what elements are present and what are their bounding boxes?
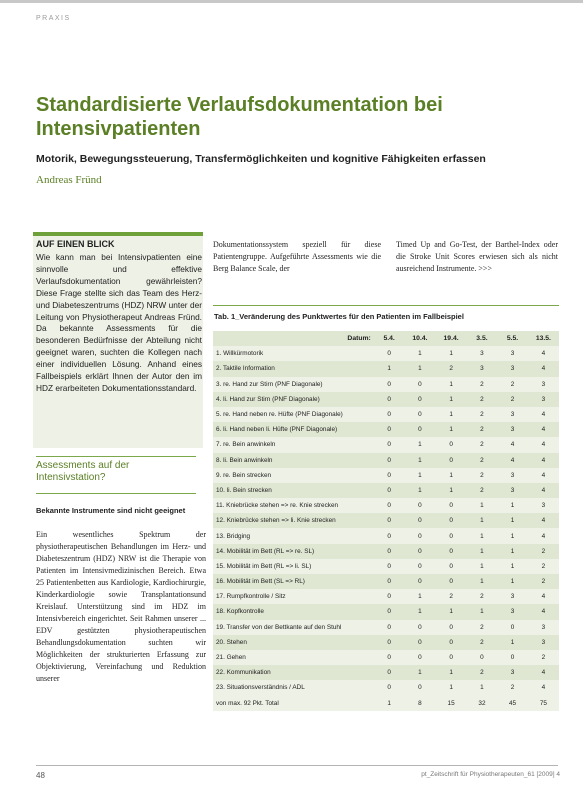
score-cell: 1 (436, 407, 467, 422)
row-label: 3. re. Hand zur Stirn (PNF Diagonale) (213, 377, 374, 392)
score-cell: 2 (528, 544, 559, 559)
score-cell: 2 (497, 392, 528, 407)
table-row (213, 468, 559, 483)
score-cell: 1 (436, 377, 467, 392)
score-cell: 4 (528, 680, 559, 695)
date-cell: 5.5. (497, 331, 528, 346)
score-cell: 2 (467, 665, 498, 680)
score-cell: 2 (467, 407, 498, 422)
score-cell: 1 (497, 635, 528, 650)
score-cell: 1 (436, 346, 467, 361)
score-cell: 0 (436, 528, 467, 543)
date-cell: 13.5. (528, 331, 559, 346)
table-row (213, 544, 559, 559)
score-cell: 0 (404, 498, 435, 513)
score-cell: 0 (404, 528, 435, 543)
score-cell: 0 (404, 377, 435, 392)
table-row (213, 377, 559, 392)
table-row (213, 665, 559, 680)
table-row (213, 483, 559, 498)
score-cell: 3 (497, 361, 528, 376)
body-text-left: Ein wesentliches Spektrum der physiotherapeutischen Behandlungen im Herz- und Diabeteszentrum (HDZ) NRW ist die Therapie von Patienten im Intensivmedizinischen Bereich. Etwa 25 Patientenbetten aus Kardiologie, Kardiochirurgie, Kinderkardiologie sowie Transplantationsund Kreislauf. Unterstützung sind im HDZ im Intensivbereich eingerichtet. Seit Rahmen unserer ... EDV gestützten physiotherapeutischen Behandlungsdokumentation suchten wir Möglichkeiten der strukturierten Erfassung zur Objektivierung, Vereinfachung und Reduktion unserer (36, 530, 206, 683)
score-cell: 2 (528, 574, 559, 589)
score-cell: 3 (528, 377, 559, 392)
table-row (213, 392, 559, 407)
score-cell: 0 (404, 559, 435, 574)
table-row (213, 620, 559, 635)
table-row (213, 437, 559, 452)
total-label: von max. 92 Pkt. Total (213, 696, 374, 711)
score-cell: 0 (404, 574, 435, 589)
table-row (213, 453, 559, 468)
score-cell: 0 (374, 680, 405, 695)
score-cell: 1 (497, 574, 528, 589)
score-cell: 1 (467, 498, 498, 513)
score-cell: 1 (467, 574, 498, 589)
table-top-rule (213, 305, 559, 306)
score-cell: 4 (528, 604, 559, 619)
table-row (213, 361, 559, 376)
score-cell: 1 (404, 346, 435, 361)
row-label: 10. li. Bein strecken (213, 483, 374, 498)
subheading: Bekannte Instrumente sind nicht geeignet (36, 506, 186, 515)
score-cell: 3 (497, 422, 528, 437)
score-cell: 0 (404, 392, 435, 407)
score-cell: 1 (497, 498, 528, 513)
score-cell: 0 (374, 346, 405, 361)
row-label: 13. Bridging (213, 528, 374, 543)
score-cell: 3 (497, 589, 528, 604)
score-cell: 2 (436, 589, 467, 604)
row-label: 20. Stehen (213, 635, 374, 650)
score-cell: 4 (497, 453, 528, 468)
body-text-right: Timed Up and Go-Test, der Barthel-Index oder die Stroke Unit Scores erwiesen sich als nicht ausreichend Instrumente. >>> (396, 240, 558, 273)
score-cell: 0 (374, 665, 405, 680)
score-cell: 1 (467, 559, 498, 574)
score-cell: 0 (436, 635, 467, 650)
score-cell: 0 (374, 559, 405, 574)
score-cell: 1 (436, 483, 467, 498)
total-cell: 32 (467, 696, 498, 711)
score-cell: 0 (436, 513, 467, 528)
score-table (213, 331, 559, 711)
row-label: 11. Kniebrücke stehen => re. Knie strecken (213, 498, 374, 513)
score-cell: 1 (497, 559, 528, 574)
score-cell: 4 (528, 437, 559, 452)
score-cell: 4 (497, 437, 528, 452)
score-cell: 1 (404, 483, 435, 498)
row-label: 9. re. Bein strecken (213, 468, 374, 483)
row-label: 6. li. Hand neben li. Hüfte (PNF Diagonale) (213, 422, 374, 437)
score-cell: 0 (404, 680, 435, 695)
row-label: 5. re. Hand neben re. Hüfte (PNF Diagonale) (213, 407, 374, 422)
table-row (213, 422, 559, 437)
score-cell: 0 (404, 620, 435, 635)
score-cell: 0 (374, 604, 405, 619)
score-cell: 0 (436, 498, 467, 513)
score-cell: 0 (436, 620, 467, 635)
section-rule-bottom (36, 493, 196, 494)
score-cell: 1 (436, 604, 467, 619)
row-label: 19. Transfer von der Bettkante auf den Stuhl (213, 620, 374, 635)
score-cell: 2 (528, 650, 559, 665)
score-cell: 1 (404, 361, 435, 376)
score-cell: 1 (436, 680, 467, 695)
row-label: 16. Mobilität im Bett (SL => RL) (213, 574, 374, 589)
row-label: 14. Mobilität im Bett (RL => re. SL) (213, 544, 374, 559)
score-cell: 0 (374, 498, 405, 513)
score-cell: 0 (404, 544, 435, 559)
score-cell: 2 (436, 361, 467, 376)
score-cell: 0 (374, 483, 405, 498)
score-cell: 2 (467, 635, 498, 650)
score-cell: 0 (404, 422, 435, 437)
score-cell: 1 (404, 589, 435, 604)
score-cell: 0 (374, 513, 405, 528)
score-cell: 0 (436, 453, 467, 468)
score-cell: 4 (528, 483, 559, 498)
score-cell: 1 (467, 680, 498, 695)
total-row (213, 696, 559, 711)
score-cell: 2 (467, 392, 498, 407)
score-cell: 4 (528, 528, 559, 543)
score-cell: 0 (374, 589, 405, 604)
score-cell: 1 (404, 468, 435, 483)
total-cell: 1 (374, 696, 405, 711)
score-cell: 1 (497, 528, 528, 543)
table-row (213, 635, 559, 650)
total-cell: 15 (436, 696, 467, 711)
score-cell: 3 (497, 468, 528, 483)
score-cell: 0 (374, 407, 405, 422)
top-bar (0, 0, 583, 3)
row-label: 8. li. Bein anwinkeln (213, 453, 374, 468)
body-text-middle: Dokumentationssystem speziell für diese Patientengruppe. Aufgeführte Assessments wie die Berg Balance Scale, der (213, 240, 381, 273)
score-cell: 3 (497, 483, 528, 498)
score-cell: 0 (467, 650, 498, 665)
section-heading: Assessments auf der Intensivstation? (36, 460, 130, 483)
score-cell: 2 (467, 422, 498, 437)
table-row (213, 604, 559, 619)
date-cell: 5.4. (374, 331, 405, 346)
score-cell: 4 (528, 665, 559, 680)
score-cell: 2 (467, 453, 498, 468)
score-cell: 2 (467, 468, 498, 483)
score-cell: 0 (404, 635, 435, 650)
article-subtitle: Motorik, Bewegungssteuerung, Transfermöglichkeiten und kognitive Fähigkeiten erfassen (36, 153, 486, 165)
score-cell: 3 (467, 361, 498, 376)
score-cell: 0 (374, 620, 405, 635)
score-cell: 1 (404, 604, 435, 619)
summary-heading: AUF EINEN BLICK (36, 239, 115, 249)
row-label: 1. Willkürmotorik (213, 346, 374, 361)
score-cell: 4 (528, 513, 559, 528)
row-label: 23. Situationsverständnis / ADL (213, 680, 374, 695)
score-cell: 0 (436, 574, 467, 589)
score-cell: 0 (374, 650, 405, 665)
score-cell: 0 (404, 513, 435, 528)
table-row (213, 559, 559, 574)
score-cell: 4 (528, 422, 559, 437)
score-cell: 1 (374, 361, 405, 376)
table-row (213, 650, 559, 665)
score-cell: 1 (436, 392, 467, 407)
date-cell: 10.4. (404, 331, 435, 346)
summary-text: Wie kann man bei Intensivpatienten eine sinnvolle und effektive Verlaufsdokumentation gewährleisten? Diese Frage stellte sich das Team des Herz- und Diabeteszentrums (HDZ) NRW unter der Leitung von Physiotherapeut Andreas Fründ. Da bekannte Assessments für die besonderen Bedürfnisse der Abteilung nicht geeignet waren, suchten die Kollegen nach einer individuellen Lösung. Anhand eines Fallbeispiels erklärt Ihnen der Autor den im HDZ erarbeiteten Dokumentationsstandard. (36, 252, 202, 393)
score-cell: 3 (528, 392, 559, 407)
score-cell: 1 (404, 453, 435, 468)
row-label: 4. li. Hand zur Stirn (PNF Diagonale) (213, 392, 374, 407)
score-cell: 0 (374, 635, 405, 650)
score-cell: 4 (528, 346, 559, 361)
score-cell: 0 (436, 559, 467, 574)
score-cell: 4 (528, 407, 559, 422)
score-cell: 0 (374, 437, 405, 452)
score-cell: 3 (528, 620, 559, 635)
score-cell: 3 (528, 635, 559, 650)
row-label: 12. Kniebrücke stehen => li. Knie strecken (213, 513, 374, 528)
score-cell: 3 (497, 665, 528, 680)
score-cell: 0 (497, 620, 528, 635)
table-row (213, 346, 559, 361)
score-cell: 0 (374, 453, 405, 468)
row-label: 15. Mobilität im Bett (RL => li. SL) (213, 559, 374, 574)
score-cell: 0 (436, 650, 467, 665)
score-cell: 4 (528, 468, 559, 483)
score-cell: 4 (528, 589, 559, 604)
row-label: 18. Kopfkontrolle (213, 604, 374, 619)
score-cell: 1 (436, 665, 467, 680)
score-cell: 0 (374, 468, 405, 483)
score-cell: 0 (374, 528, 405, 543)
score-cell: 1 (467, 604, 498, 619)
score-cell: 2 (467, 377, 498, 392)
article-title: Standardisierte Verlaufsdokumentation bei Intensivpatienten (36, 94, 443, 140)
table-row (213, 513, 559, 528)
row-label: 17. Rumpfkontrolle / Sitz (213, 589, 374, 604)
score-cell: 3 (467, 346, 498, 361)
date-cell: 19.4. (436, 331, 467, 346)
score-cell: 1 (467, 544, 498, 559)
score-cell: 1 (404, 437, 435, 452)
row-label: 22. Kommunikation (213, 665, 374, 680)
score-cell: 1 (497, 513, 528, 528)
total-cell: 8 (404, 696, 435, 711)
score-cell: 4 (528, 361, 559, 376)
score-cell: 0 (436, 544, 467, 559)
table-row (213, 680, 559, 695)
score-cell: 2 (497, 680, 528, 695)
score-cell: 0 (374, 544, 405, 559)
table-row (213, 528, 559, 543)
row-label: 2. Taktile Information (213, 361, 374, 376)
score-cell: 0 (374, 574, 405, 589)
score-cell: 2 (467, 437, 498, 452)
footer-rule (36, 765, 558, 766)
score-cell: 0 (436, 437, 467, 452)
table-caption: Tab. 1_Veränderung des Punktwertes für den Patienten im Fallbeispiel (214, 312, 464, 321)
journal-name: pt_Zeitschrift für Physiotherapeuten_61 [2009] 4 (421, 771, 560, 778)
score-cell: 1 (467, 528, 498, 543)
table-row (213, 498, 559, 513)
author: Andreas Fründ (36, 174, 102, 186)
score-cell: 4 (528, 453, 559, 468)
score-cell: 1 (436, 468, 467, 483)
table-row (213, 407, 559, 422)
score-cell: 2 (467, 483, 498, 498)
score-cell: 0 (374, 377, 405, 392)
date-label: Datum: (213, 331, 374, 346)
score-cell: 1 (404, 665, 435, 680)
row-label: 7. re. Bein anwinkeln (213, 437, 374, 452)
score-cell: 0 (374, 422, 405, 437)
date-cell: 3.5. (467, 331, 498, 346)
score-cell: 1 (497, 544, 528, 559)
score-cell: 0 (497, 650, 528, 665)
score-cell: 3 (497, 346, 528, 361)
score-cell: 3 (528, 498, 559, 513)
page-number: 48 (36, 771, 45, 780)
score-cell: 0 (374, 392, 405, 407)
score-cell: 1 (467, 513, 498, 528)
total-cell: 45 (497, 696, 528, 711)
score-cell: 3 (497, 604, 528, 619)
section-rubric: PRAXIS (36, 15, 71, 22)
score-cell: 0 (404, 407, 435, 422)
section-rule (36, 456, 196, 457)
table-row (213, 589, 559, 604)
score-cell: 0 (404, 650, 435, 665)
score-cell: 1 (436, 422, 467, 437)
score-cell: 2 (497, 377, 528, 392)
score-cell: 2 (467, 620, 498, 635)
table-header-row (213, 331, 559, 346)
score-cell: 3 (497, 407, 528, 422)
table-row (213, 574, 559, 589)
score-cell: 2 (467, 589, 498, 604)
total-cell: 75 (528, 696, 559, 711)
score-cell: 2 (528, 559, 559, 574)
row-label: 21. Gehen (213, 650, 374, 665)
